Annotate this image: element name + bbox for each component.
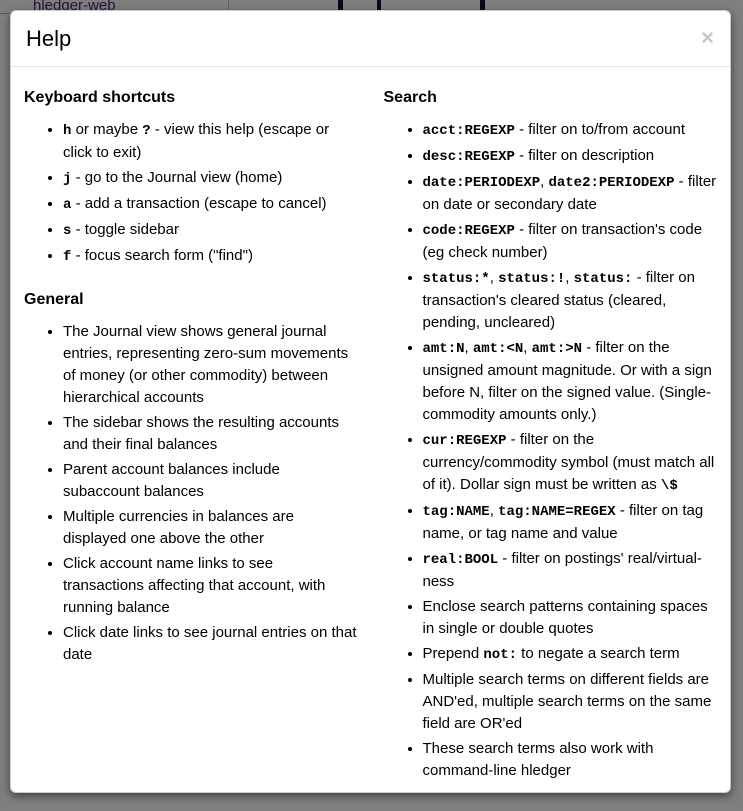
text-span: - filter on transaction's cleared status (cleared, pending, uncleared) bbox=[422, 269, 695, 331]
help-modal bbox=[10, 10, 731, 793]
code-span: a bbox=[63, 197, 72, 213]
text-span: Enclose search patterns containing spaces in single or double quotes bbox=[422, 598, 708, 637]
section-heading: Search bbox=[383, 89, 437, 106]
text-span: These search terms also work with command-line hledger bbox=[422, 740, 654, 779]
help-item bbox=[63, 553, 358, 619]
text-span: - filter on date or secondary date bbox=[422, 173, 717, 213]
code-span: not: bbox=[483, 647, 517, 663]
code-span: ? bbox=[142, 123, 151, 139]
help-item bbox=[423, 643, 718, 666]
text-span: - filter on the currency/commodity symbol (must match all of it). Dollar sign must be written as bbox=[422, 431, 715, 493]
help-item bbox=[423, 548, 718, 593]
code-span: tag:NAME bbox=[422, 504, 490, 520]
help-item bbox=[423, 429, 718, 497]
help-item bbox=[63, 412, 358, 456]
code-span: code:REGEXP bbox=[422, 223, 515, 239]
text-span: - filter on postings' real/virtual-ness bbox=[422, 550, 702, 590]
section-heading: Keyboard shortcuts bbox=[24, 89, 176, 106]
text-span: , bbox=[489, 269, 499, 286]
text-span: , bbox=[464, 339, 473, 356]
code-span: status:* bbox=[422, 271, 490, 287]
help-item bbox=[63, 193, 358, 216]
help-item bbox=[63, 622, 358, 666]
code-span: j bbox=[63, 171, 72, 187]
code-span: amt:>N bbox=[531, 341, 583, 357]
help-item bbox=[423, 219, 718, 264]
text-span: - filter on description bbox=[514, 147, 655, 164]
code-span: status:! bbox=[498, 271, 566, 287]
close-icon[interactable]: × bbox=[701, 25, 714, 50]
code-span: \$ bbox=[660, 478, 678, 494]
text-span: - filter on to/from account bbox=[514, 121, 685, 138]
help-item bbox=[63, 219, 358, 242]
text-span: The Journal view shows general journal entries, representing zero-sum movements of money (or other commodity) between hierarchical accounts bbox=[63, 323, 349, 406]
code-span: cur:REGEXP bbox=[422, 433, 507, 449]
text-span: , bbox=[565, 269, 574, 286]
text-span: - go to the Journal view (home) bbox=[71, 169, 283, 186]
help-item bbox=[423, 669, 718, 735]
help-list bbox=[24, 119, 358, 268]
code-span: date:PERIODEXP bbox=[422, 175, 541, 191]
code-span: date2:PERIODEXP bbox=[548, 175, 675, 191]
code-span: real:BOOL bbox=[422, 552, 499, 568]
text-span: - focus search form ("find") bbox=[71, 247, 253, 264]
text-span: - add a transaction (escape to cancel) bbox=[71, 195, 327, 212]
text-span: - filter on transaction's code (eg check number) bbox=[422, 221, 703, 261]
help-right-column bbox=[371, 85, 731, 790]
help-item bbox=[423, 145, 718, 168]
code-span: f bbox=[63, 249, 72, 265]
help-left-column bbox=[11, 85, 371, 674]
help-item bbox=[423, 267, 718, 334]
text-span: or maybe bbox=[71, 121, 143, 138]
section-heading: General bbox=[24, 291, 84, 308]
text-span: , bbox=[540, 173, 549, 190]
text-span: to negate a search term bbox=[517, 645, 680, 662]
help-list bbox=[24, 321, 358, 666]
help-item bbox=[63, 459, 358, 503]
text-span: , bbox=[489, 502, 499, 519]
text-span: - filter on the unsigned amount magnitude. Or with a sign before N, filter on the signed value. (Single-commodity amounts only.) bbox=[422, 339, 712, 423]
text-span: The sidebar shows the resulting accounts and their final balances bbox=[63, 414, 339, 453]
modal-header bbox=[11, 11, 730, 67]
modal-title: Help bbox=[26, 26, 72, 51]
help-item bbox=[423, 500, 718, 545]
code-span: h bbox=[63, 123, 72, 139]
help-item bbox=[63, 321, 358, 409]
text-span: Multiple currencies in balances are displayed one above the other bbox=[63, 508, 294, 547]
text-span: , bbox=[523, 339, 532, 356]
code-span: s bbox=[63, 223, 72, 239]
modal-body bbox=[11, 67, 730, 790]
help-list bbox=[384, 119, 718, 782]
text-span: Parent account balances include subaccount balances bbox=[63, 461, 280, 500]
help-item bbox=[423, 337, 718, 426]
help-item bbox=[423, 119, 718, 142]
code-span: tag:NAME=REGEX bbox=[498, 504, 616, 520]
code-span: amt:<N bbox=[472, 341, 524, 357]
help-item bbox=[423, 171, 718, 216]
help-item bbox=[63, 506, 358, 550]
text-span: Click date links to see journal entries on that date bbox=[63, 624, 357, 663]
text-span: Multiple search terms on different fields are AND'ed, multiple search terms on the same field are OR'ed bbox=[422, 671, 712, 732]
text-span: - toggle sidebar bbox=[71, 221, 179, 238]
text-span: - filter on tag name, or tag name and value bbox=[422, 502, 704, 542]
text-span: Click account name links to see transactions affecting that account, with running balance bbox=[63, 555, 326, 616]
text-span: Prepend bbox=[422, 645, 484, 662]
code-span: acct:REGEXP bbox=[422, 123, 515, 139]
help-item bbox=[423, 596, 718, 640]
code-span: status: bbox=[573, 271, 633, 287]
code-span: amt:N bbox=[422, 341, 465, 357]
help-item bbox=[63, 167, 358, 190]
code-span: desc:REGEXP bbox=[422, 149, 515, 165]
help-item bbox=[63, 245, 358, 268]
text-span: - view this help (escape or click to exit) bbox=[63, 121, 330, 161]
help-item bbox=[423, 738, 718, 782]
help-item bbox=[63, 119, 358, 164]
